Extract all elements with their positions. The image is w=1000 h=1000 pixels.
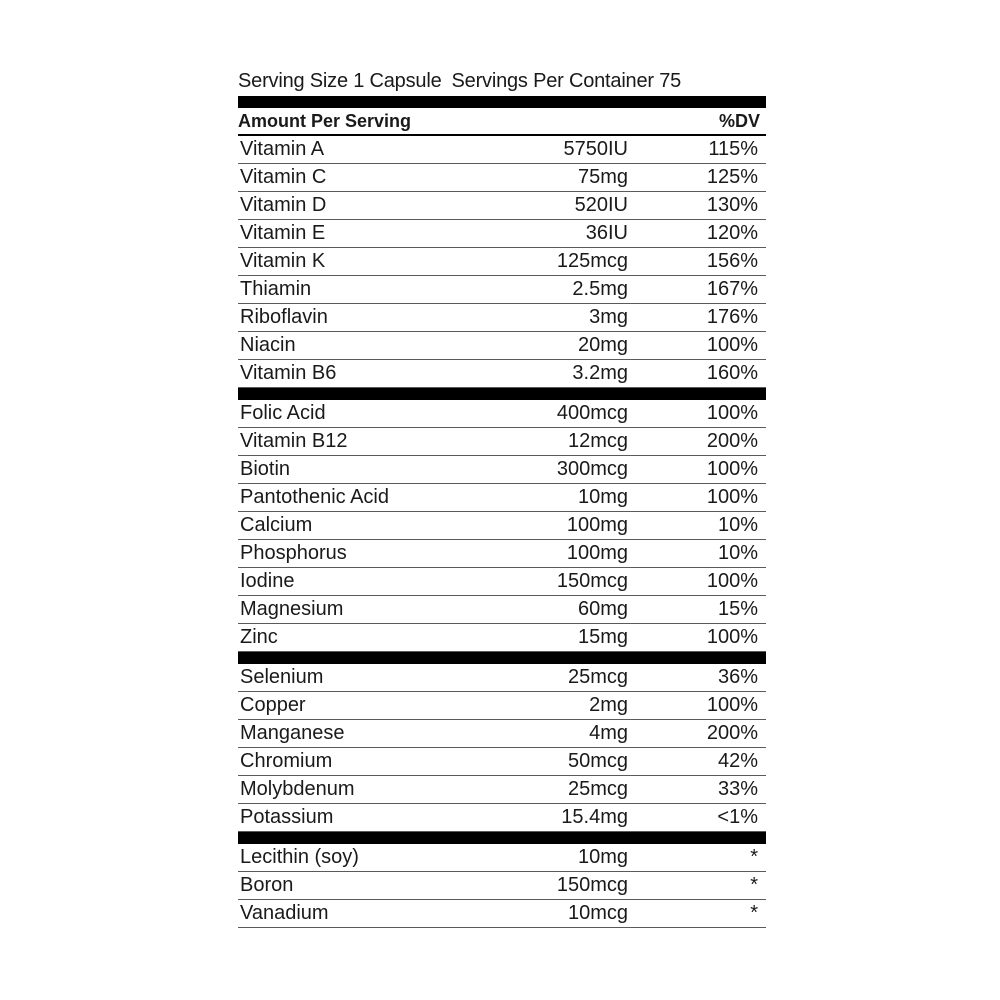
nutrient-amount: 4mg bbox=[589, 722, 628, 744]
nutrient-name: Zinc bbox=[240, 626, 278, 648]
nutrient-daily-value: 36% bbox=[717, 666, 758, 688]
nutrient-row bbox=[238, 720, 766, 748]
amount-per-serving-header: Amount Per Serving bbox=[238, 110, 412, 131]
nutrient-name: Vitamin C bbox=[240, 166, 327, 188]
nutrient-amount: 50mcg bbox=[567, 750, 628, 772]
nutrient-name: Molybdenum bbox=[240, 778, 355, 800]
nutrient-row bbox=[238, 664, 766, 692]
nutrient-daily-value: 10% bbox=[717, 542, 758, 564]
nutrient-amount: 25mcg bbox=[567, 666, 628, 688]
nutrient-amount: 2.5mg bbox=[572, 278, 628, 300]
nutrient-row bbox=[238, 220, 766, 248]
nutrient-name: Lecithin (soy) bbox=[240, 846, 359, 868]
nutrient-amount: 10mcg bbox=[567, 902, 628, 924]
nutrient-row bbox=[238, 776, 766, 804]
nutrient-amount: 25mcg bbox=[567, 778, 628, 800]
nutrient-amount: 36IU bbox=[585, 222, 628, 244]
nutrient-daily-value: 100% bbox=[706, 626, 758, 648]
nutrient-name: Boron bbox=[240, 874, 294, 896]
nutrient-amount: 125mcg bbox=[556, 250, 628, 272]
nutrient-row bbox=[238, 192, 766, 220]
nutrient-row bbox=[238, 332, 766, 360]
nutrient-name: Folic Acid bbox=[240, 402, 326, 424]
nutrient-daily-value: * bbox=[750, 874, 758, 896]
nutrient-amount: 2mg bbox=[589, 694, 628, 716]
nutrient-section bbox=[238, 844, 766, 928]
nutrient-name: Selenium bbox=[240, 666, 324, 688]
nutrient-row bbox=[238, 540, 766, 568]
nutrient-daily-value: 100% bbox=[706, 402, 758, 424]
nutrient-daily-value: 125% bbox=[706, 166, 758, 188]
nutrient-amount: 15mg bbox=[577, 626, 628, 648]
nutrient-daily-value: 156% bbox=[706, 250, 758, 272]
nutrient-row bbox=[238, 624, 766, 652]
nutrient-amount: 3mg bbox=[589, 306, 628, 328]
nutrient-amount: 10mg bbox=[577, 486, 628, 508]
nutrient-amount: 3.2mg bbox=[572, 362, 628, 384]
nutrient-name: Potassium bbox=[240, 806, 334, 828]
supplement-facts-panel bbox=[238, 66, 766, 928]
nutrient-section bbox=[238, 136, 766, 388]
nutrient-name: Magnesium bbox=[240, 598, 344, 620]
nutrient-amount: 150mcg bbox=[556, 874, 628, 896]
nutrient-row bbox=[238, 596, 766, 624]
top-divider-bar bbox=[238, 96, 766, 108]
nutrient-amount: 12mcg bbox=[567, 430, 628, 452]
servings-per-container: Servings Per Container 75 bbox=[451, 70, 682, 92]
nutrient-row bbox=[238, 872, 766, 900]
nutrient-daily-value: 15% bbox=[717, 598, 758, 620]
nutrient-row bbox=[238, 512, 766, 540]
nutrient-name: Phosphorus bbox=[240, 542, 347, 564]
nutrient-amount: 75mg bbox=[577, 166, 628, 188]
nutrient-row bbox=[238, 248, 766, 276]
nutrient-row bbox=[238, 748, 766, 776]
nutrient-name: Riboflavin bbox=[240, 306, 328, 328]
nutrient-daily-value: 42% bbox=[717, 750, 758, 772]
nutrient-daily-value: 176% bbox=[706, 306, 758, 328]
section-divider-bar bbox=[238, 388, 766, 400]
nutrient-daily-value: 100% bbox=[706, 458, 758, 480]
nutrient-name: Vitamin K bbox=[240, 250, 326, 272]
nutrient-amount: 100mg bbox=[566, 542, 628, 564]
nutrient-section bbox=[238, 400, 766, 652]
nutrient-name: Vanadium bbox=[240, 902, 329, 924]
column-header-row bbox=[238, 108, 766, 136]
nutrient-name: Vitamin B6 bbox=[240, 362, 337, 384]
nutrient-row bbox=[238, 456, 766, 484]
nutrient-daily-value: <1% bbox=[717, 806, 758, 828]
nutrient-amount: 520IU bbox=[574, 194, 628, 216]
nutrient-daily-value: 167% bbox=[706, 278, 758, 300]
nutrient-daily-value: * bbox=[750, 902, 758, 924]
nutrient-amount: 100mg bbox=[566, 514, 628, 536]
nutrient-row bbox=[238, 136, 766, 164]
nutrient-name: Vitamin D bbox=[240, 194, 327, 216]
nutrient-amount: 60mg bbox=[577, 598, 628, 620]
nutrient-daily-value: * bbox=[750, 846, 758, 868]
nutrient-name: Biotin bbox=[240, 458, 291, 480]
nutrient-row bbox=[238, 692, 766, 720]
nutrient-row bbox=[238, 360, 766, 388]
nutrient-row bbox=[238, 164, 766, 192]
nutrient-amount: 5750IU bbox=[563, 138, 628, 160]
nutrient-row bbox=[238, 484, 766, 512]
nutrient-amount: 15.4mg bbox=[561, 806, 628, 828]
nutrient-name: Manganese bbox=[240, 722, 345, 744]
nutrient-daily-value: 100% bbox=[706, 486, 758, 508]
nutrient-daily-value: 115% bbox=[708, 138, 758, 160]
daily-value-header: %DV bbox=[718, 110, 760, 131]
nutrient-row bbox=[238, 900, 766, 928]
nutrient-row bbox=[238, 844, 766, 872]
nutrient-amount: 10mg bbox=[577, 846, 628, 868]
serving-size: Serving Size 1 Capsule bbox=[238, 70, 442, 92]
nutrient-row bbox=[238, 568, 766, 596]
nutrient-row bbox=[238, 304, 766, 332]
nutrient-daily-value: 100% bbox=[706, 570, 758, 592]
nutrient-daily-value: 160% bbox=[706, 362, 758, 384]
nutrient-row bbox=[238, 400, 766, 428]
nutrient-daily-value: 120% bbox=[706, 222, 758, 244]
nutrient-name: Vitamin A bbox=[240, 138, 325, 160]
nutrient-daily-value: 33% bbox=[717, 778, 758, 800]
nutrient-amount: 300mcg bbox=[556, 458, 628, 480]
nutrient-name: Iodine bbox=[240, 570, 295, 592]
nutrient-row bbox=[238, 804, 766, 832]
section-divider-bar bbox=[238, 832, 766, 844]
nutrient-daily-value: 200% bbox=[706, 722, 758, 744]
nutrient-name: Thiamin bbox=[240, 278, 312, 300]
nutrient-name: Copper bbox=[240, 694, 306, 716]
nutrient-row bbox=[238, 428, 766, 456]
nutrient-section bbox=[238, 664, 766, 832]
nutrient-amount: 400mcg bbox=[556, 402, 628, 424]
nutrient-name: Chromium bbox=[240, 750, 333, 772]
nutrient-name: Niacin bbox=[240, 334, 296, 356]
nutrient-daily-value: 100% bbox=[706, 694, 758, 716]
serving-info bbox=[238, 66, 766, 96]
nutrient-daily-value: 200% bbox=[706, 430, 758, 452]
nutrient-daily-value: 100% bbox=[706, 334, 758, 356]
nutrient-amount: 20mg bbox=[577, 334, 628, 356]
nutrient-name: Vitamin E bbox=[240, 222, 326, 244]
section-divider-bar bbox=[238, 652, 766, 664]
nutrient-name: Vitamin B12 bbox=[240, 430, 348, 452]
nutrient-name: Pantothenic Acid bbox=[240, 486, 389, 508]
nutrient-daily-value: 10% bbox=[717, 514, 758, 536]
nutrient-sections bbox=[238, 136, 766, 928]
nutrient-amount: 150mcg bbox=[556, 570, 628, 592]
nutrient-daily-value: 130% bbox=[706, 194, 758, 216]
nutrient-name: Calcium bbox=[240, 514, 313, 536]
nutrient-row bbox=[238, 276, 766, 304]
